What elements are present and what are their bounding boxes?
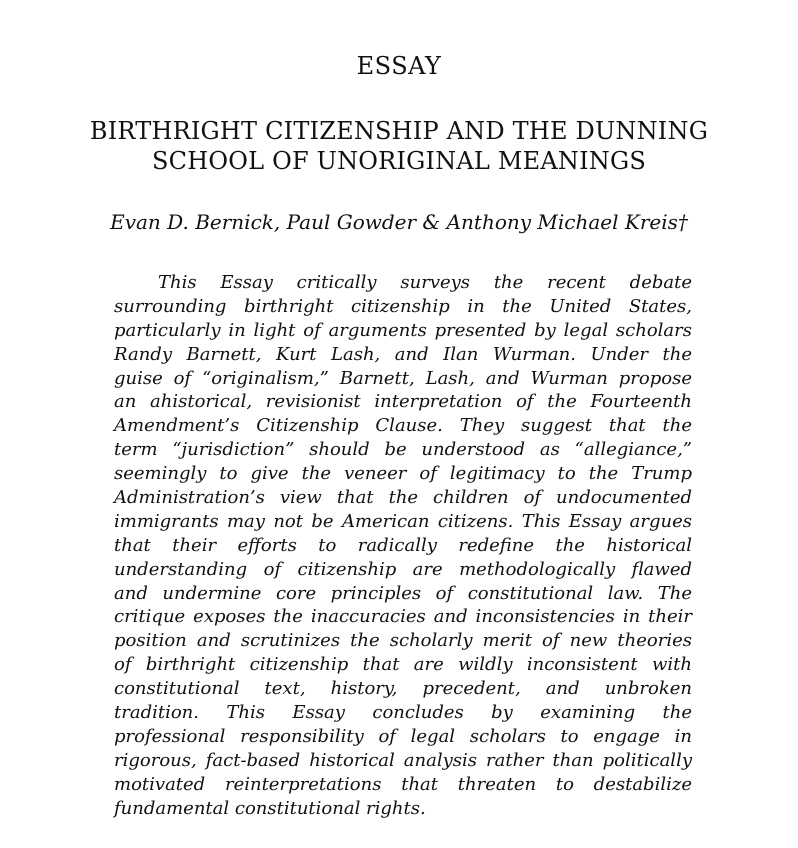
abstract-line: and undermine core principles of constitutional law. The <box>114 582 692 604</box>
abstract-paragraph <box>114 271 692 820</box>
abstract-line: rigorous, fact-based historical analysis rather than politically <box>114 749 692 771</box>
abstract-line: particularly in light of arguments presented by legal scholars <box>114 319 692 341</box>
abstract-line: guise of “originalism,” Barnett, Lash, and Wurman propose <box>114 367 692 389</box>
abstract-line: term “jurisdiction” should be understood as “allegiance,” <box>114 439 692 461</box>
abstract-line: motivated reinterpretations that threaten to destabilize <box>114 773 692 795</box>
abstract-line: understanding of citizenship are methodologically flawed <box>114 558 692 580</box>
article-type-label: ESSAY <box>356 52 442 80</box>
abstract-line: This Essay critically surveys the recent debate <box>158 272 692 293</box>
abstract-line: position and scrutinizes the scholarly merit of new theories <box>114 630 692 652</box>
abstract-line: tradition. This Essay concludes by examining the <box>114 702 692 724</box>
article-title <box>40 116 758 176</box>
abstract-line: Amendment’s Citizenship Clause. They suggest that the <box>114 415 692 437</box>
article-title-line: SCHOOL OF UNORIGINAL MEANINGS <box>152 147 646 175</box>
abstract-line: of birthright citizenship that are wildly inconsistent with <box>114 654 692 676</box>
abstract-line: constitutional text, history, precedent, and unbroken <box>114 678 692 700</box>
abstract-line: critique exposes the inaccuracies and inconsistencies in their <box>114 606 692 628</box>
abstract-line: immigrants may not be American citizens. This Essay argues <box>114 510 692 532</box>
abstract-line: surrounding birthright citizenship in the United States, <box>114 295 692 317</box>
abstract-line: that their efforts to radically redefine the historical <box>114 534 692 556</box>
abstract-line: professional responsibility of legal scholars to engage in <box>114 725 692 747</box>
abstract-line: fundamental constitutional rights. <box>114 797 426 819</box>
article-title-line: BIRTHRIGHT CITIZENSHIP AND THE DUNNING <box>89 117 709 145</box>
abstract-line: Randy Barnett, Kurt Lash, and Ilan Wurman. Under the <box>114 343 692 365</box>
abstract-line: Administration’s view that the children of undocumented <box>114 487 692 509</box>
abstract-line: seemingly to give the veneer of legitimacy to the Trump <box>114 463 692 485</box>
abstract-line: an ahistorical, revisionist interpretation of the Fourteenth <box>114 391 692 413</box>
author-byline: Evan D. Bernick, Paul Gowder & Anthony Michael Kreis† <box>110 210 688 234</box>
